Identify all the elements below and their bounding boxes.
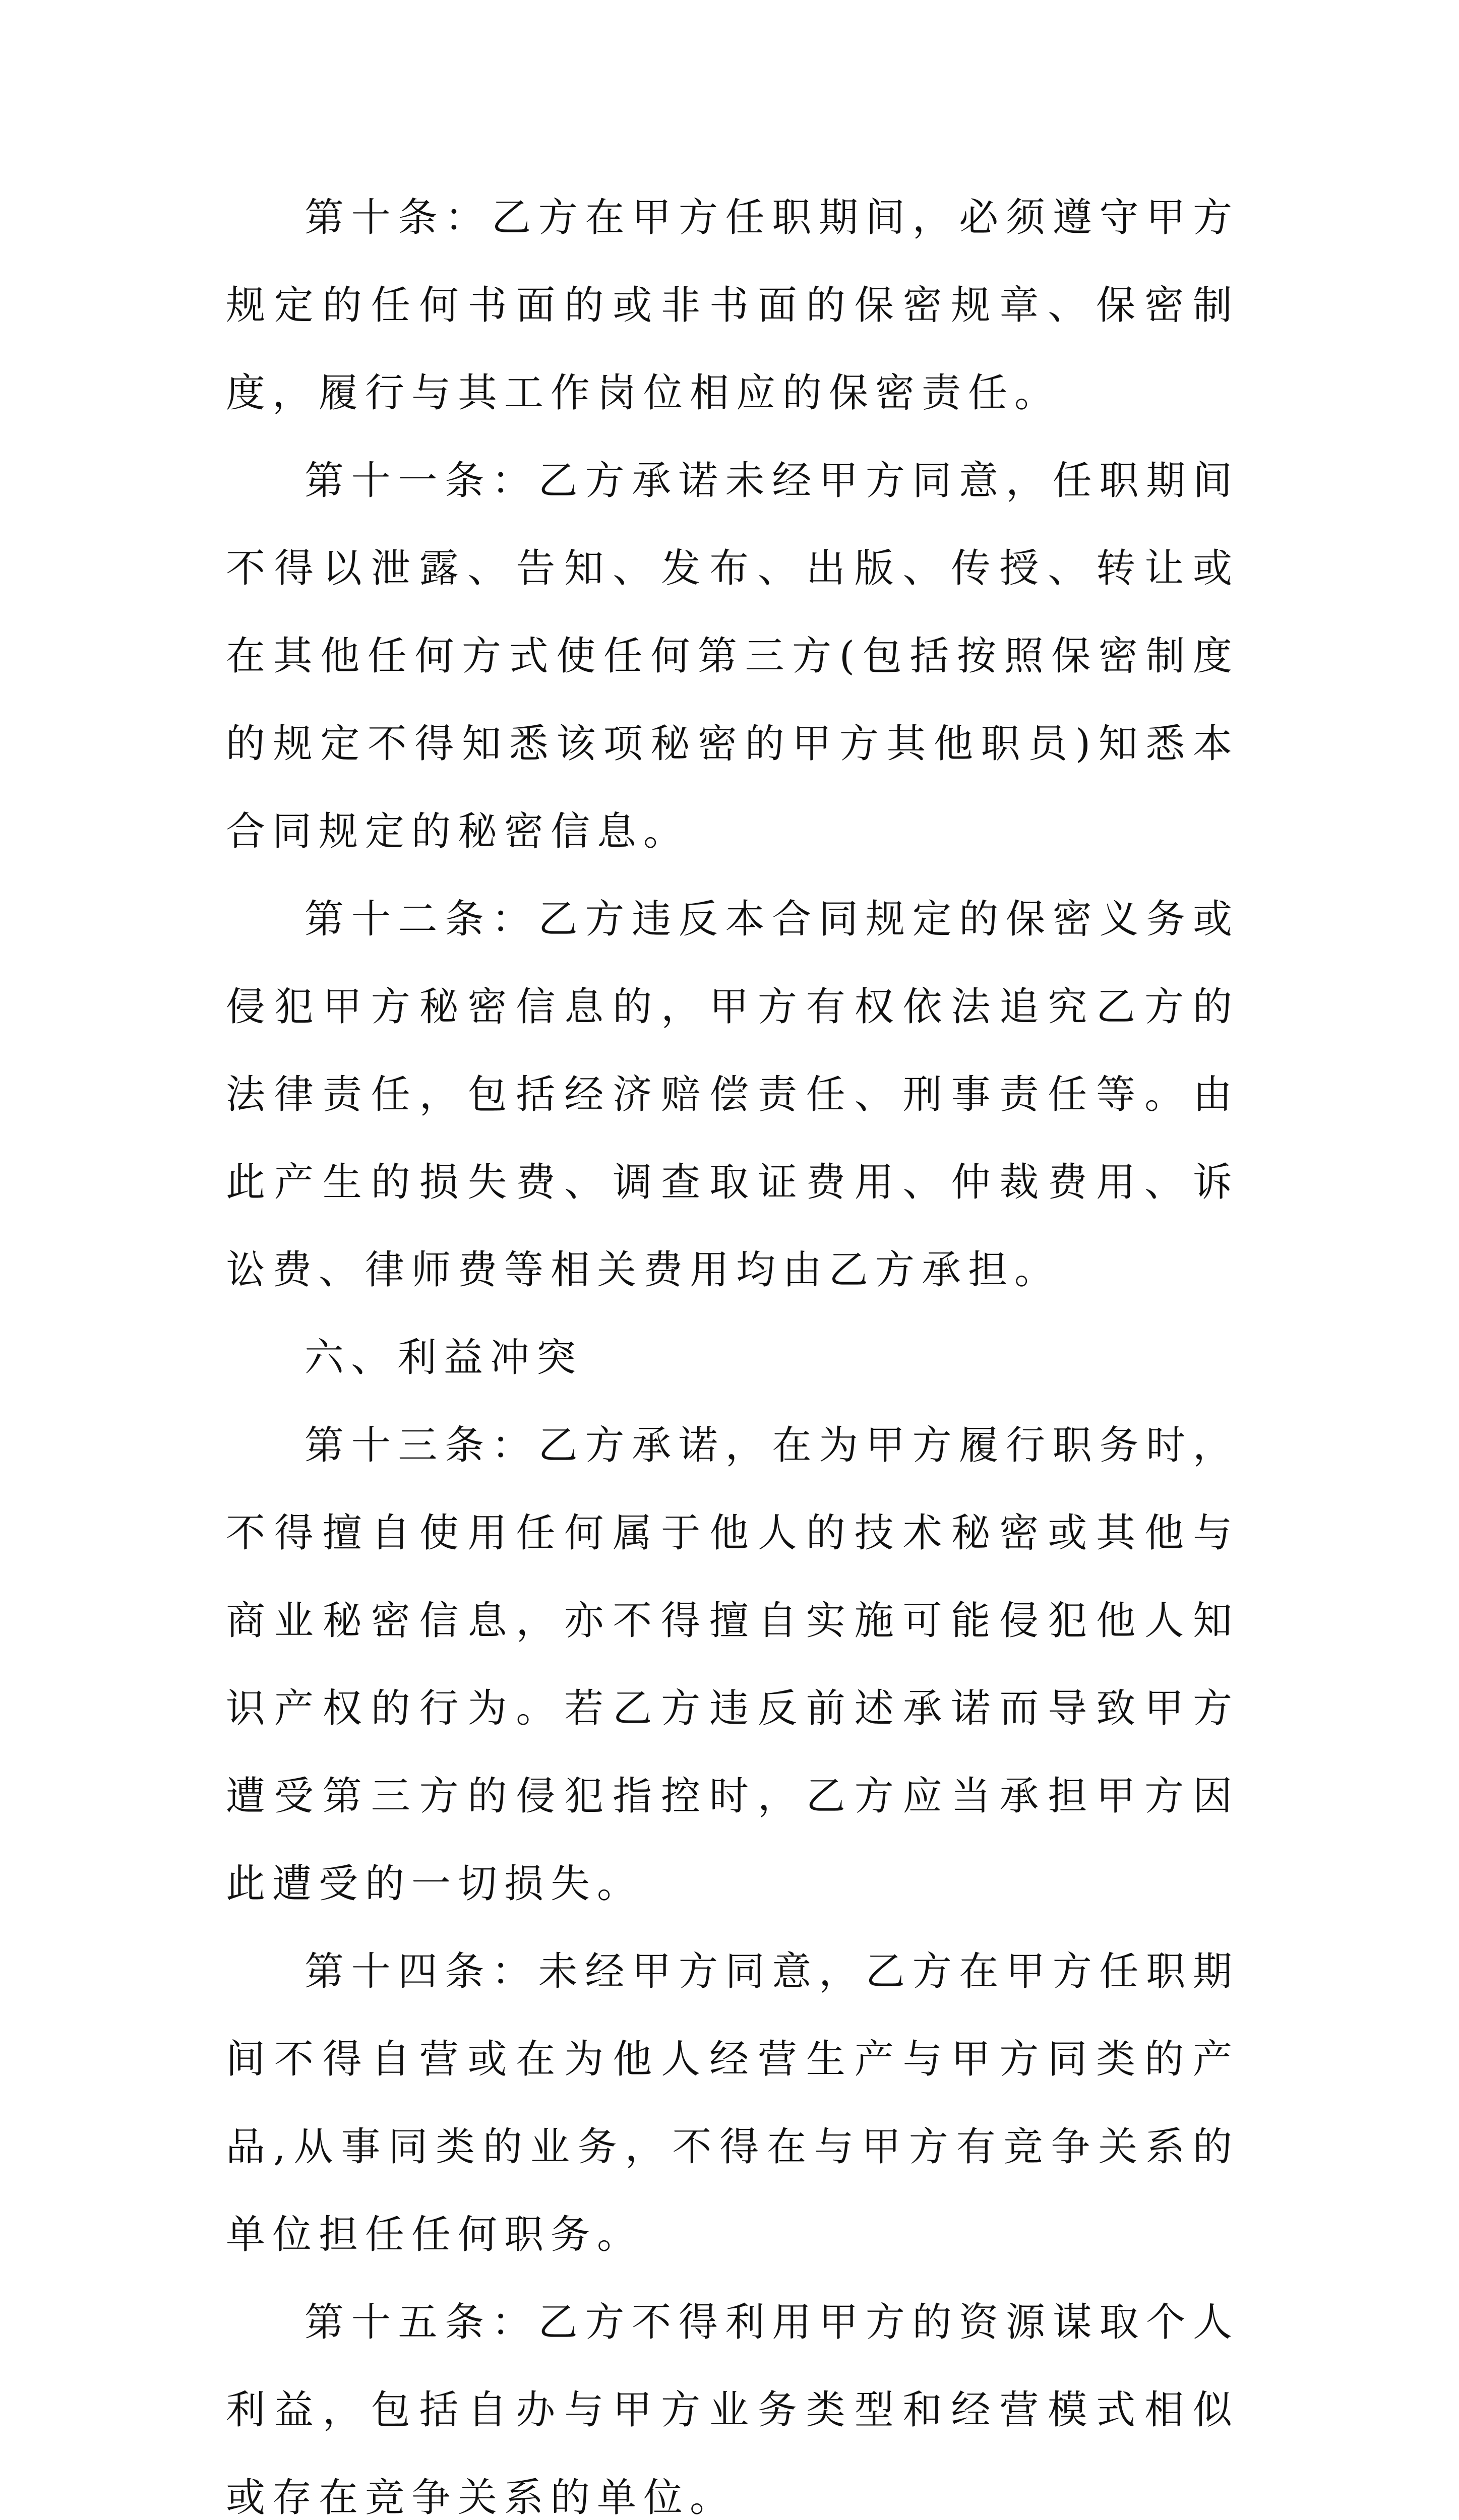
article-13: 第十三条：乙方承诺，在为甲方履行职务时，不得擅自使用任何属于他人的技术秘密或其他与商业秘密信息，亦不得擅自实施可能侵犯他人知识产权的行为。若乙方违反前述承诺而导致甲方遭受第三方的侵犯指控时，乙方应当承担甲方因此遭受的一切损失。 — [226, 1423, 1239, 1907]
document-body — [226, 174, 1239, 2520]
article-11: 第十一条：乙方承诺未经甲方同意，任职期间不得以泄露、告知、发布、出版、传授、转让或在其他任何方式使任何第三方(包括按照保密制度的规定不得知悉该项秘密的甲方其他职员)知悉本合同规定的秘密信息。 — [226, 458, 1239, 854]
article-14: 第十四条：未经甲方同意，乙方在甲方任职期间不得自营或在为他人经营生产与甲方同类的产品,从事同类的业务，不得在与甲方有竞争关系的单位担任任何职务。 — [226, 1949, 1239, 2257]
section-heading-conflict-of-interest: 六、利益冲突 — [305, 1335, 583, 1380]
article-12: 第十二条：乙方违反本合同规定的保密义务或侵犯甲方秘密信息的，甲方有权依法追究乙方的法律责任，包括经济赔偿责任、刑事责任等。由此产生的损失费、调查取证费用、仲裁费用、诉讼费、律师费等相关费用均由乙方承担。 — [226, 897, 1239, 1293]
article-15: 第十五条：乙方不得利用甲方的资源谋取个人利益，包括自办与甲方业务类型和经营模式相似或存在竞争关系的单位。 — [226, 2300, 1239, 2520]
article-10: 第十条：乙方在甲方任职期间，必须遵守甲方规定的任何书面的或非书面的保密规章、保密制度，履行与其工作岗位相应的保密责任。 — [226, 195, 1239, 416]
